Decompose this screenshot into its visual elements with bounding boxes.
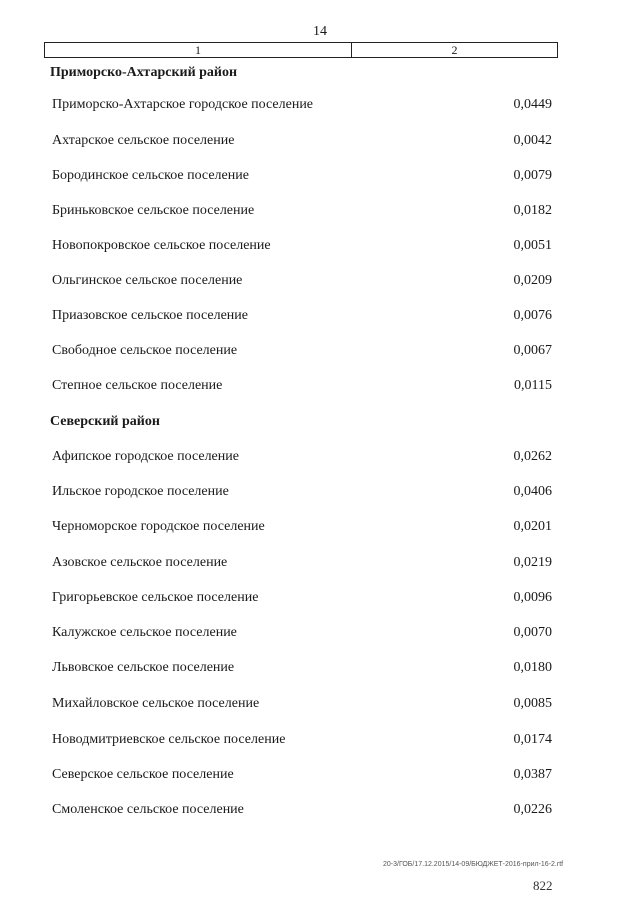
settlement-value: 0,0219 xyxy=(513,555,552,570)
settlement-value: 0,0180 xyxy=(513,660,552,675)
settlement-value: 0,0076 xyxy=(513,308,552,323)
settlement-name: Григорьевское сельское поселение xyxy=(52,590,259,605)
settlement-value: 0,0070 xyxy=(513,625,552,640)
table-row xyxy=(0,271,640,291)
settlement-name: Бородинское сельское поселение xyxy=(52,168,249,183)
table-header-col1: 1 xyxy=(45,43,352,57)
table-row xyxy=(0,131,640,151)
settlement-value: 0,0387 xyxy=(513,767,552,782)
table-row xyxy=(0,376,640,396)
settlement-name: Степное сельское поселение xyxy=(52,378,223,393)
settlement-value: 0,0201 xyxy=(513,519,552,534)
settlement-name: Ахтарское сельское поселение xyxy=(52,133,235,148)
settlement-name: Ильское городское поселение xyxy=(52,484,229,499)
settlement-value: 0,0174 xyxy=(513,732,552,747)
settlement-value: 0,0042 xyxy=(513,133,552,148)
settlement-value: 0,0262 xyxy=(513,449,552,464)
settlement-name: Ольгинское сельское поселение xyxy=(52,273,243,288)
settlement-value: 0,0079 xyxy=(513,168,552,183)
settlement-name: Черноморское городское поселение xyxy=(52,519,265,534)
settlement-name: Афипское городское поселение xyxy=(52,449,239,464)
settlement-value: 0,0085 xyxy=(513,696,552,711)
table-row xyxy=(0,95,640,115)
settlement-name: Приморско-Ахтарское городское поселение xyxy=(52,97,314,112)
settlement-value: 0,0115 xyxy=(514,378,552,393)
table-row xyxy=(0,236,640,256)
section-title: Приморско-Ахтарский район xyxy=(50,65,238,80)
table-row xyxy=(0,341,640,361)
settlement-value: 0,0449 xyxy=(513,97,552,112)
settlement-value: 0,0096 xyxy=(513,590,552,605)
settlement-name: Новодмитриевское сельское поселение xyxy=(52,732,286,747)
settlement-name: Приазовское сельское поселение xyxy=(52,308,248,323)
settlement-value: 0,0406 xyxy=(513,484,552,499)
table-row xyxy=(0,623,640,643)
settlement-name: Новопокровское сельское поселение xyxy=(52,238,271,253)
settlement-value: 0,0067 xyxy=(513,343,552,358)
settlement-value: 0,0182 xyxy=(513,203,552,218)
settlement-name: Львовское сельское поселение xyxy=(52,660,235,675)
settlement-name: Калужское сельское поселение xyxy=(52,625,237,640)
settlement-value: 0,0209 xyxy=(513,273,552,288)
table-row xyxy=(0,553,640,573)
table-row xyxy=(0,694,640,714)
document-footer-code: 20-3/ГОБ/17.12.2015/14-09/БЮДЖЕТ-2016-прил-16-2.rtf xyxy=(383,861,564,868)
settlement-name: Азовское сельское поселение xyxy=(52,555,228,570)
table-header-col2: 2 xyxy=(451,43,458,57)
table-row xyxy=(0,730,640,750)
page-number-top: 14 xyxy=(313,24,327,39)
table-row xyxy=(0,658,640,678)
settlement-name: Свободное сельское поселение xyxy=(52,343,238,358)
table-row xyxy=(0,588,640,608)
table-row xyxy=(0,166,640,186)
settlement-name: Смоленское сельское поселение xyxy=(52,802,244,817)
table-row xyxy=(0,800,640,820)
settlement-name: Северское сельское поселение xyxy=(52,767,234,782)
page-number-bottom: 822 xyxy=(533,878,553,893)
table-row xyxy=(0,306,640,326)
settlement-name: Бриньковское сельское поселение xyxy=(52,203,255,218)
section-title: Северский район xyxy=(50,414,160,429)
table-row xyxy=(0,482,640,502)
table-row xyxy=(0,447,640,467)
settlement-value: 0,0051 xyxy=(513,238,552,253)
table-row xyxy=(0,765,640,785)
table-row xyxy=(0,201,640,221)
settlement-value: 0,0226 xyxy=(513,802,552,817)
table-row xyxy=(0,517,640,537)
settlement-name: Михайловское сельское поселение xyxy=(52,696,260,711)
